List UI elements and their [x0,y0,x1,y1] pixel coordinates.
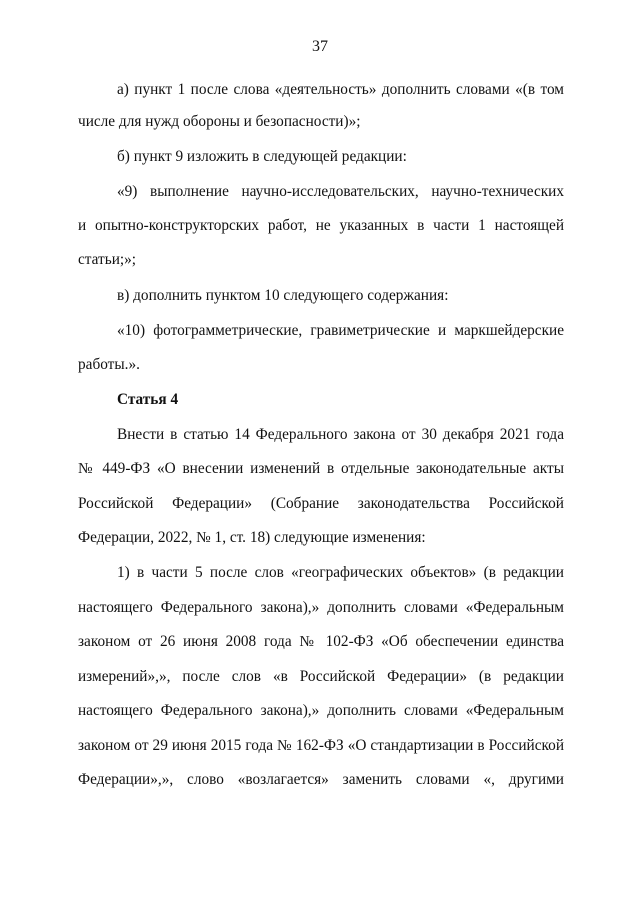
text-line: «9) выполнение научно-исследовательских, научно-технических [117,183,564,200]
text-line: Федерации»,», слово «возлагается» заменить словами «, другими [78,771,564,788]
text-line: числе для нужд обороны и безопасности)»; [78,113,361,130]
text-line: законом от 29 июня 2015 года № 162-ФЗ «О стандартизации в Российской [78,737,564,754]
text-line: работы.». [78,356,140,373]
text-line: в) дополнить пунктом 10 следующего содержания: [117,287,449,304]
text-line: настоящего Федерального закона),» дополнить словами «Федеральным [78,599,564,616]
text-line: Российской Федерации» (Собрание законодательства Российской [78,495,564,512]
page-number: 37 [312,38,328,55]
text-line: Федерации, 2022, № 1, ст. 18) следующие изменения: [78,529,426,546]
text-line: законом от 26 июня 2008 года № 102-ФЗ «Об обеспечении единства [78,633,564,650]
text-line: № 449-ФЗ «О внесении изменений в отдельные законодательные акты [78,460,564,477]
article-heading: Статья 4 [117,391,179,408]
text-line: и опытно-конструкторских работ, не указанных в части 1 настоящей [78,217,564,234]
text-line: статьи;»; [78,251,137,268]
text-line: измерений»,», после слов «в Российской Федерации» (в редакции [78,668,564,685]
text-line: 1) в части 5 после слов «географических объектов» (в редакции [117,564,564,581]
text-line: б) пункт 9 изложить в следующей редакции: [117,148,407,165]
text-line: Внести в статью 14 Федерального закона от 30 декабря 2021 года [117,426,564,443]
text-line: «10) фотограмметрические, гравиметрические и маркшейдерские [117,322,564,339]
text-line: а) пункт 1 после слова «деятельность» дополнить словами «(в том [117,81,564,98]
text-line: настоящего Федерального закона),» дополнить словами «Федеральным [78,702,564,719]
